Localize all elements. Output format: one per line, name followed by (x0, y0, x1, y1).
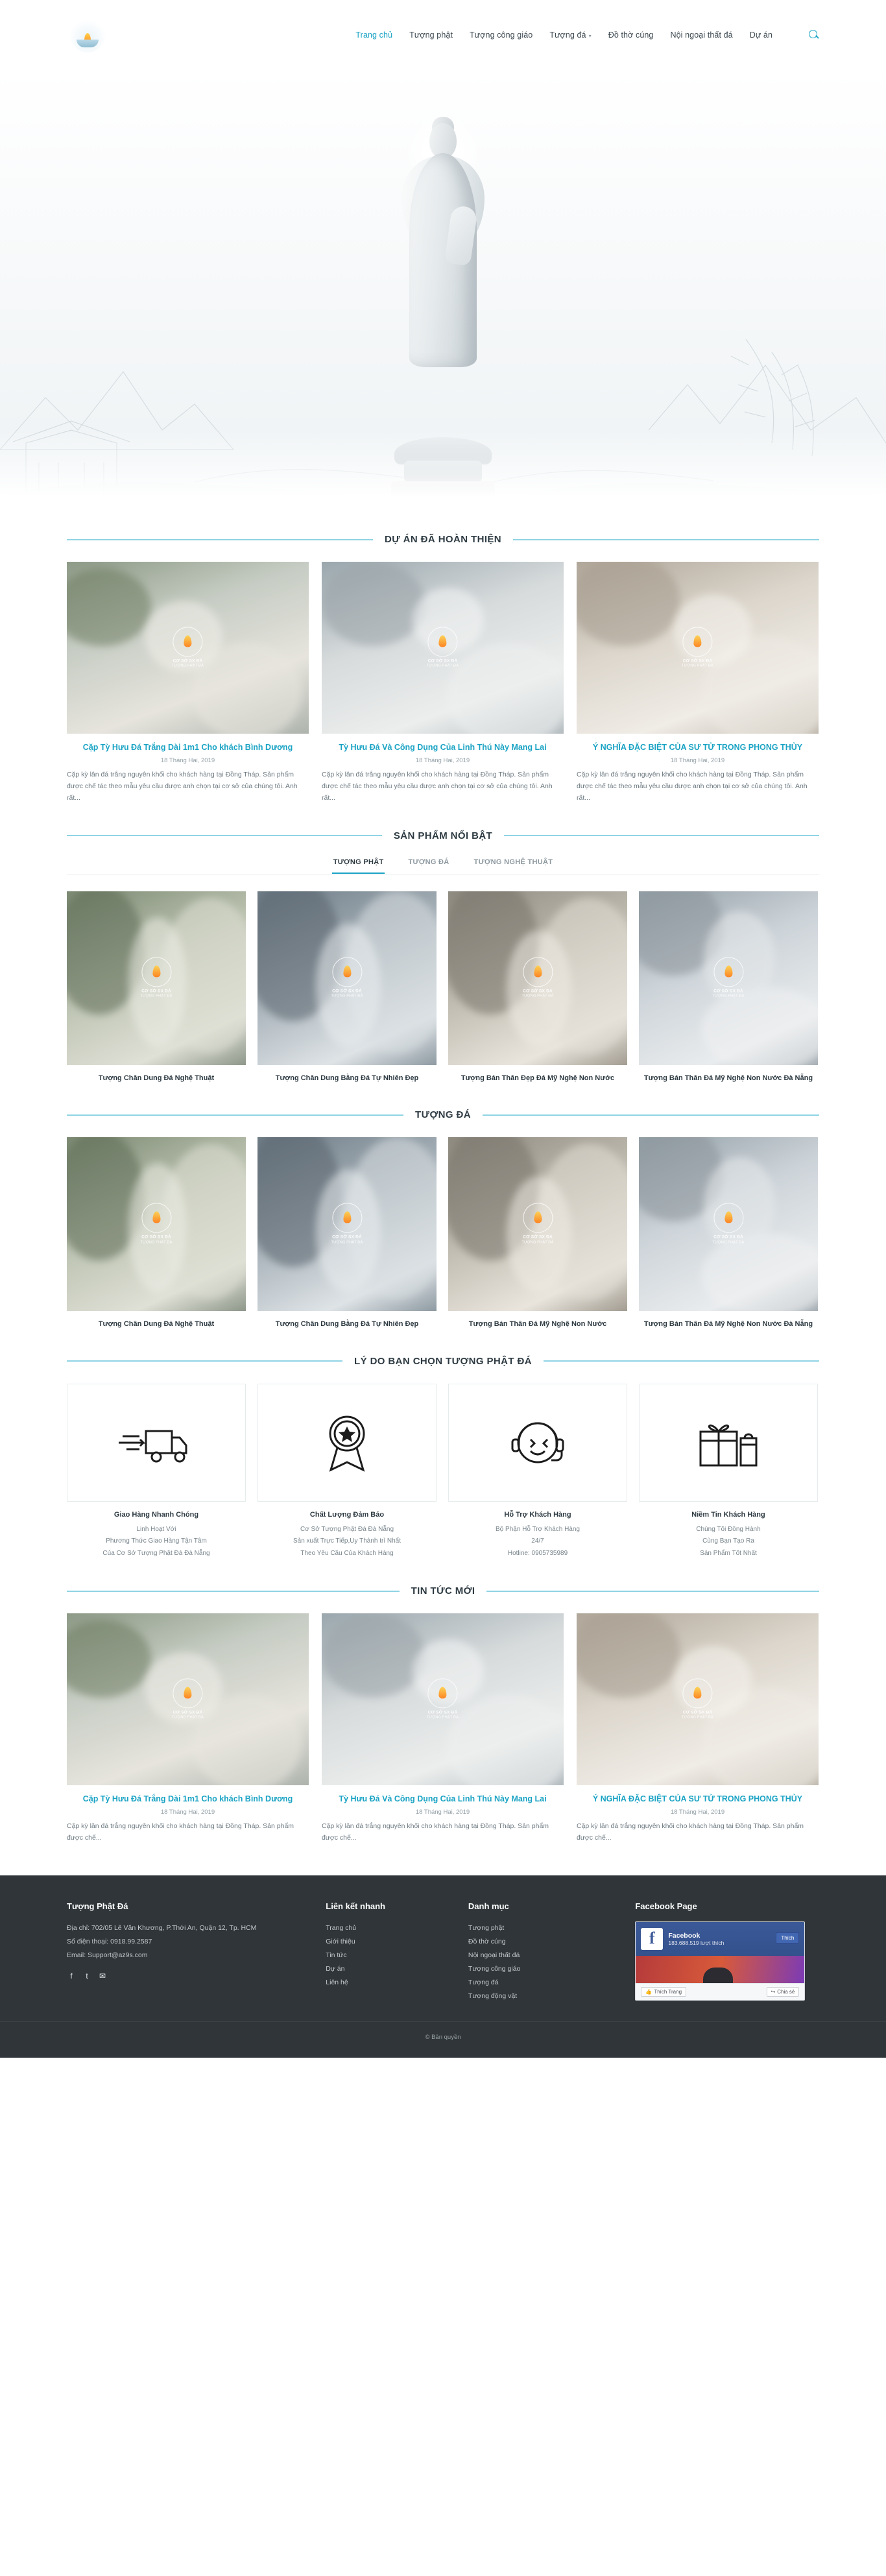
facebook-like-count: 183.688.519 lượt thích (668, 1939, 724, 1946)
project-excerpt: Cặp kỳ lân đá trắng nguyên khối cho khách hàng tại Đồng Tháp. Sản phẩm được chế tác theo mẫu yêu cầu được anh chọn tại cơ sở của chúng tôi. Anh rất... (322, 771, 553, 802)
project-date: 18 Tháng Hai, 2019 (415, 757, 470, 765)
news-excerpt: Cặp kỳ lân đá trắng nguyên khối cho khách hàng tại Đồng Tháp. Sản phẩm được chế... (577, 1822, 804, 1842)
product-card[interactable] (639, 1137, 818, 1330)
nav-item-tuong-phat[interactable] (409, 30, 453, 40)
tab-tuong-nghe-thuat[interactable]: TƯỢNG NGHỆ THUẬT (473, 858, 553, 866)
headset-support-icon (502, 1414, 573, 1472)
lotus-flame-logo (70, 18, 105, 53)
feature-line: Theo Yêu Cầu Của Khách Hàng (300, 1549, 394, 1557)
footer-link-tuong-cong-giao[interactable]: Tượng công giáo (468, 1964, 521, 1973)
nav-item-tuong-cong-giao[interactable] (470, 30, 533, 40)
product-image[interactable] (639, 1137, 818, 1311)
news-excerpt: Cặp kỳ lân đá trắng nguyên khối cho khách hàng tại Đồng Tháp. Sản phẩm được chế... (67, 1822, 294, 1842)
twitter-icon[interactable]: t (86, 1971, 88, 1980)
product-image[interactable] (448, 1137, 627, 1311)
footer-link-lien-he[interactable]: Liên hệ (326, 1978, 348, 1986)
product-image[interactable] (448, 891, 627, 1065)
product-card[interactable] (257, 891, 437, 1084)
facebook-cover-photo (636, 1956, 804, 1983)
featured-section (67, 830, 819, 1084)
facebook-share-button[interactable] (767, 1987, 800, 1997)
product-card[interactable] (67, 891, 246, 1084)
divider-right (483, 1114, 819, 1116)
image-watermark: CƠ SỞ SX ĐÁ TƯỢNG PHẬT ĐÁ (113, 627, 263, 669)
nav-label: Trang chủ (355, 30, 393, 40)
nav-item-do-tho-cung[interactable] (608, 30, 654, 40)
project-image[interactable] (67, 562, 309, 734)
footer-link-gioi-thieu[interactable]: Giới thiệu (326, 1937, 355, 1945)
feature-item (257, 1384, 437, 1560)
stone-section (67, 1109, 819, 1330)
project-excerpt: Cặp kỳ lân đá trắng nguyên khối cho khách hàng tại Đồng Tháp. Sản phẩm được chế tác theo mẫu yêu cầu được anh chọn tại cơ sở của chúng tôi. Anh rất... (67, 771, 298, 802)
feature-title: Chất Lượng Đảm Bảo (309, 1510, 385, 1519)
project-card[interactable] (577, 562, 819, 804)
award-medal-icon (318, 1412, 376, 1474)
featured-heading (67, 830, 819, 841)
footer-columns (67, 1901, 819, 2003)
facebook-icon[interactable]: f (70, 1971, 73, 1980)
divider-left (67, 1591, 400, 1592)
footer-heading: Danh mục (468, 1901, 509, 1911)
hero-bottom-fade (0, 430, 886, 508)
news-excerpt: Cặp kỳ lân đá trắng nguyên khối cho khách hàng tại Đồng Tháp. Sản phẩm được chế... (322, 1822, 549, 1842)
footer-link-tuong-da[interactable]: Tượng đá (468, 1978, 499, 1986)
product-image[interactable] (257, 1137, 437, 1311)
feature-icon-box (639, 1384, 818, 1502)
image-watermark: CƠ SỞ SX ĐÁ TƯỢNG PHẬT ĐÁ (101, 957, 211, 999)
feature-line: Cơ Sở Tượng Phật Đá Đà Nẵng (300, 1525, 394, 1533)
footer-link-noi-ngoai-that-da[interactable]: Nội ngoại thất đá (468, 1951, 520, 1959)
footer-link-tin-tuc[interactable]: Tin tức (326, 1951, 347, 1959)
divider-left (67, 539, 373, 540)
product-title[interactable]: Tượng Chân Dung Đá Nghệ Thuật (98, 1074, 215, 1082)
footer-link-du-an[interactable]: Dự án (326, 1964, 345, 1973)
nav-item-tuong-da[interactable] (549, 30, 591, 40)
project-date: 18 Tháng Hai, 2019 (670, 757, 725, 765)
projects-heading (67, 534, 819, 545)
delivery-truck-icon (117, 1417, 195, 1469)
section-title: LÝ DO BẠN CHỌN TƯỢNG PHẬT ĐÁ (354, 1355, 532, 1367)
facebook-page-plugin[interactable] (635, 1921, 805, 2001)
feature-line: 24/7 (531, 1537, 544, 1545)
project-title[interactable]: Ý NGHĨA ĐẶC BIỆT CỦA SƯ TỬ TRONG PHONG THỦY (592, 743, 803, 752)
features-grid (67, 1384, 819, 1560)
share-label: Chia sẻ (777, 1988, 795, 1995)
footer-contact (67, 1921, 300, 1962)
footer-link-tuong-phat[interactable]: Tượng phật (468, 1923, 505, 1932)
product-title[interactable]: Tượng Chân Dung Bằng Đá Tự Nhiên Đẹp (275, 1320, 419, 1329)
feature-lines (448, 1524, 627, 1560)
section-title: TIN TỨC MỚI (411, 1585, 475, 1597)
divider-left (67, 1114, 403, 1116)
divider-right (486, 1591, 819, 1592)
footer-phone: Số điện thoại: 0918.99.2587 (67, 1937, 152, 1945)
footer-link-list (468, 1921, 609, 2003)
footer-col-categories (468, 1901, 609, 2003)
footer-link-do-tho-cung[interactable]: Đồ thờ cúng (468, 1937, 506, 1945)
image-watermark: CƠ SỞ SX ĐÁ TƯỢNG PHẬT ĐÁ (673, 957, 784, 999)
divider-right (504, 835, 819, 836)
news-date: 18 Tháng Hai, 2019 (160, 1809, 215, 1816)
news-heading (67, 1585, 819, 1596)
feature-lines (639, 1524, 818, 1560)
site-logo[interactable] (67, 14, 108, 56)
feature-item (639, 1384, 818, 1560)
feature-item (67, 1384, 246, 1560)
facebook-like-page-button[interactable] (641, 1987, 686, 1997)
divider-left (67, 1360, 342, 1362)
copyright-text: © Bản quyền (0, 2021, 886, 2041)
cover-figure (703, 1968, 733, 1983)
nav-label: Nội ngoại thất đá (670, 30, 733, 40)
project-image[interactable] (577, 562, 819, 734)
product-image[interactable] (257, 891, 437, 1065)
feature-line: Hotline: 0905735989 (507, 1549, 568, 1557)
header-inner (67, 14, 819, 56)
footer-link-trang-chu[interactable]: Trang chủ (326, 1923, 357, 1932)
image-watermark: CƠ SỞ SX ĐÁ TƯỢNG PHẬT ĐÁ (113, 1678, 263, 1720)
feature-line: Của Cơ Sở Tượng Phật Đá Đà Nẵng (102, 1549, 210, 1557)
feature-lines (67, 1524, 246, 1560)
product-tabs (67, 858, 819, 874)
nav-item-du-an[interactable] (750, 30, 772, 40)
footer-heading: Tượng Phật Đá (67, 1901, 128, 1911)
project-date: 18 Tháng Hai, 2019 (160, 757, 215, 765)
thumbs-up-icon: 👍 (645, 1988, 653, 1995)
project-card[interactable] (322, 562, 564, 804)
product-title[interactable]: Tượng Bán Thân Đẹp Đá Mỹ Nghệ Non Nước (461, 1074, 615, 1082)
product-title[interactable]: Tượng Chân Dung Đá Nghệ Thuật (98, 1320, 215, 1329)
projects-grid (67, 562, 819, 804)
news-section (67, 1585, 819, 1844)
news-title[interactable]: Cặp Tỳ Hưu Đá Trắng Dài 1m1 Cho khách Bình Dương (82, 1794, 293, 1804)
project-card[interactable] (67, 562, 309, 804)
project-image[interactable] (322, 562, 564, 734)
feature-line: Chúng Tôi Đồng Hành (696, 1525, 761, 1533)
footer-heading: Facebook Page (635, 1901, 697, 1911)
main-nav (355, 30, 819, 40)
product-card[interactable] (67, 1137, 246, 1330)
facebook-widget-footer (636, 1983, 804, 2000)
footer-link-tuong-dong-vat[interactable]: Tượng động vật (468, 1992, 518, 2000)
feature-title: Hỗ Trợ Khách Hàng (504, 1510, 571, 1519)
image-watermark: CƠ SỞ SX ĐÁ TƯỢNG PHẬT ĐÁ (482, 957, 593, 999)
facebook-page-name: Facebook (668, 1931, 700, 1940)
news-card[interactable] (67, 1613, 309, 1844)
section-title: TƯỢNG ĐÁ (415, 1109, 471, 1121)
stone-grid (67, 1137, 819, 1330)
nav-item-noi-ngoai-that-da[interactable] (671, 30, 733, 40)
site-footer (0, 1875, 886, 2058)
product-image[interactable] (639, 891, 818, 1065)
facebook-page-meta (668, 1932, 724, 1946)
search-icon[interactable] (809, 30, 819, 40)
news-image[interactable] (67, 1613, 309, 1785)
project-excerpt: Cặp kỳ lân đá trắng nguyên khối cho khách hàng tại Đồng Tháp. Sản phẩm được chế tác theo mẫu yêu cầu được anh chọn tại cơ sở của chúng tôi. Anh rất... (577, 771, 808, 802)
nav-label: Đồ thờ cúng (608, 30, 654, 40)
product-card[interactable] (448, 891, 627, 1084)
nav-label: Tượng công giáo (470, 30, 533, 40)
product-title[interactable]: Tượng Bán Thân Đá Mỹ Nghệ Non Nước Đà Nẵng (643, 1320, 813, 1329)
product-title[interactable]: Tượng Bán Thân Đá Mỹ Nghệ Non Nước (468, 1320, 607, 1329)
feature-line: Sản xuất Trực Tiếp,Uy Thành trì Nhất (293, 1537, 401, 1545)
projects-section (67, 534, 819, 804)
product-card[interactable] (448, 1137, 627, 1330)
product-card[interactable] (639, 891, 818, 1084)
product-image[interactable] (67, 1137, 246, 1311)
feature-title: Giao Hàng Nhanh Chóng (114, 1510, 199, 1519)
news-title[interactable]: Tỳ Hưu Đá Và Công Dụng Của Linh Thú Này Mang Lai (339, 1794, 547, 1804)
tab-tuong-da[interactable]: TƯỢNG ĐÁ (408, 858, 449, 866)
product-card[interactable] (257, 1137, 437, 1330)
feature-icon-box (257, 1384, 437, 1502)
feature-icon-box (67, 1384, 246, 1502)
news-card[interactable] (322, 1613, 564, 1844)
news-date: 18 Tháng Hai, 2019 (415, 1809, 470, 1816)
chevron-down-icon: ▾ (588, 33, 592, 39)
feature-line: Phương Thức Giao Hàng Tận Tâm (106, 1537, 207, 1545)
divider-right (544, 1360, 819, 1362)
feature-line: Cùng Bạn Tạo Ra (702, 1537, 754, 1545)
why-section (67, 1356, 819, 1560)
news-image[interactable] (322, 1613, 564, 1785)
image-watermark: CƠ SỞ SX ĐÁ TƯỢNG PHẬT ĐÁ (623, 627, 772, 669)
product-title[interactable]: Tượng Bán Thân Đá Mỹ Nghệ Non Nước Đà Nẵng (643, 1074, 813, 1082)
footer-col-company (67, 1901, 300, 2003)
nav-label: Tượng phật (409, 30, 453, 40)
why-heading (67, 1356, 819, 1367)
share-icon: ↪ (771, 1988, 776, 1995)
facebook-logo-icon: f (641, 1928, 663, 1950)
news-image[interactable] (577, 1613, 819, 1785)
feature-line: Sản Phẩm Tốt Nhất (700, 1549, 757, 1557)
divider-left (67, 835, 382, 836)
news-card[interactable] (577, 1613, 819, 1844)
facebook-widget-header (636, 1922, 804, 1956)
tab-tuong-phat[interactable]: TƯỢNG PHẬT (332, 858, 385, 874)
project-title[interactable]: Tỳ Hưu Đá Và Công Dụng Của Linh Thú Này Mang Lai (339, 743, 547, 752)
like-page-label: Thích Trang (654, 1988, 682, 1995)
footer-col-quicklinks (326, 1901, 442, 2003)
feature-line: Bộ Phận Hỗ Trợ Khách Hàng (496, 1525, 580, 1533)
stone-heading (67, 1109, 819, 1120)
feature-item (448, 1384, 627, 1560)
image-watermark: CƠ SỞ SX ĐÁ TƯỢNG PHẬT ĐÁ (291, 957, 402, 999)
footer-socials (67, 1971, 300, 1980)
divider-right (513, 539, 819, 540)
footer-email: Email: Support@az9s.com (67, 1951, 148, 1959)
image-watermark: CƠ SỞ SX ĐÁ TƯỢNG PHẬT ĐÁ (623, 1678, 772, 1720)
image-watermark: CƠ SỞ SX ĐÁ TƯỢNG PHẬT ĐÁ (673, 1203, 784, 1246)
footer-link-list (326, 1921, 442, 1990)
gift-box-icon (693, 1415, 764, 1471)
feature-line: Linh Hoạt Với (136, 1525, 176, 1533)
section-title: SẢN PHẨM NỔI BẬT (393, 830, 493, 841)
footer-heading: Liên kết nhanh (326, 1901, 385, 1911)
image-watermark: CƠ SỞ SX ĐÁ TƯỢNG PHẬT ĐÁ (368, 627, 518, 669)
nav-item-trang-chu[interactable] (355, 30, 392, 40)
lotus-petal-shape (77, 40, 99, 47)
hero-banner (0, 70, 886, 508)
image-watermark: CƠ SỞ SX ĐÁ TƯỢNG PHẬT ĐÁ (101, 1203, 211, 1246)
site-header (0, 0, 886, 70)
nav-label: Dự án (749, 30, 772, 40)
nav-label: Tượng đá (549, 30, 586, 40)
section-title: DỰ ÁN ĐÃ HOÀN THIỆN (384, 534, 502, 545)
footer-address: Địa chỉ: 702/05 Lê Văn Khương, P.Thới An, Quận 12, Tp. HCM (67, 1923, 257, 1932)
image-watermark: CƠ SỞ SX ĐÁ TƯỢNG PHẬT ĐÁ (368, 1678, 518, 1720)
news-date: 18 Tháng Hai, 2019 (670, 1809, 725, 1816)
feature-lines (257, 1524, 437, 1560)
mail-icon[interactable]: ✉ (99, 1971, 106, 1980)
feature-icon-box (448, 1384, 627, 1502)
feature-title: Niềm Tin Khách Hàng (691, 1510, 765, 1519)
featured-grid (67, 891, 819, 1084)
news-title[interactable]: Ý NGHĨA ĐẶC BIỆT CỦA SƯ TỬ TRONG PHONG THỦY (592, 1794, 803, 1804)
product-title[interactable]: Tượng Chân Dung Bằng Đá Tự Nhiên Đẹp (275, 1074, 419, 1082)
project-title[interactable]: Cặp Tỳ Hưu Đá Trắng Dài 1m1 Cho khách Bình Dương (82, 743, 293, 752)
footer-col-facebook (635, 1901, 819, 2003)
image-watermark: CƠ SỞ SX ĐÁ TƯỢNG PHẬT ĐÁ (482, 1203, 593, 1246)
image-watermark: CƠ SỞ SX ĐÁ TƯỢNG PHẬT ĐÁ (291, 1203, 402, 1246)
facebook-like-button[interactable]: Thích (776, 1932, 799, 1944)
product-image[interactable] (67, 891, 246, 1065)
news-grid (67, 1613, 819, 1844)
